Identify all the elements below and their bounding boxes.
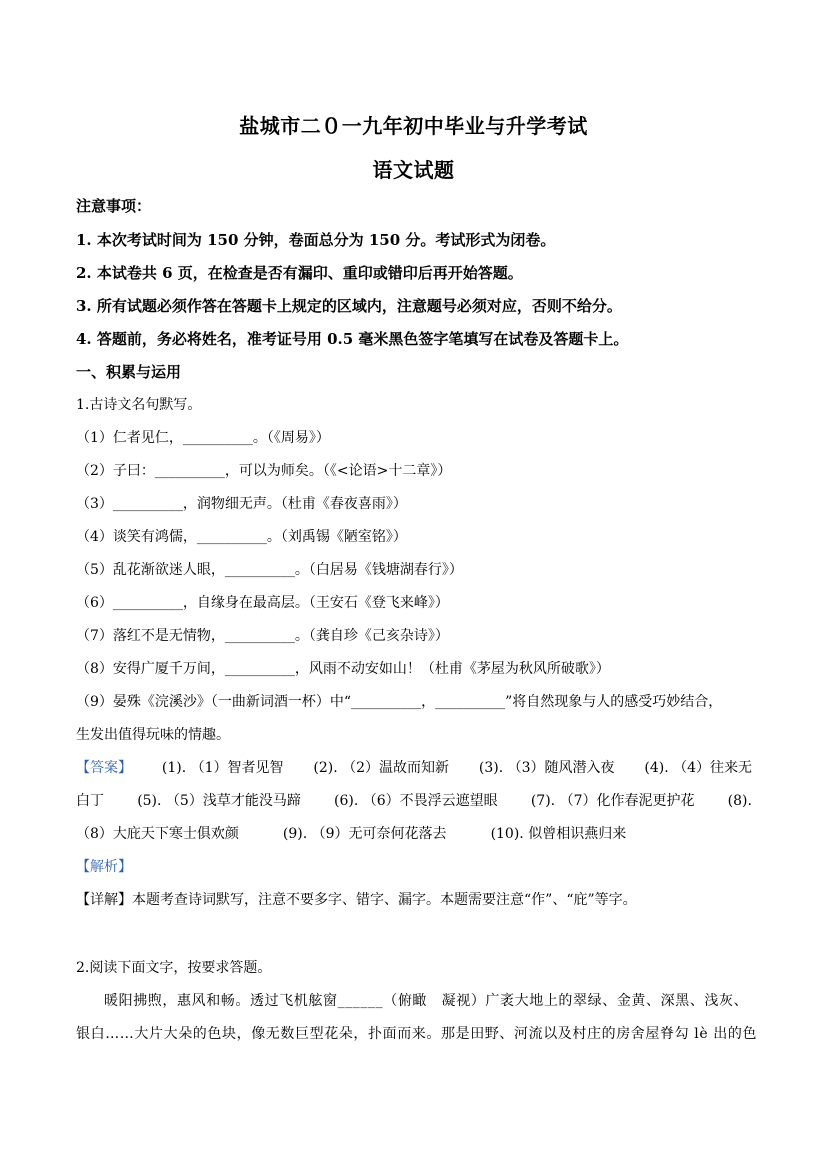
notice-heading: 注意事项： bbox=[76, 197, 152, 215]
passage-line: 银白……大片大朵的色块，像无数巨型花朵，扑面而来。那是田野、河流以及村庄的房舍屋脊勾 lè 出的色 bbox=[76, 1026, 758, 1042]
q1-item-prefix: （6） bbox=[76, 595, 113, 611]
answer-blank: __________ bbox=[112, 595, 183, 611]
q1-item-suffix: ，可以为师矣。（《<论语>十二章》） bbox=[224, 463, 452, 479]
answer-blank: __________ bbox=[154, 463, 225, 479]
q1-item-suffix: ，自缘身在最高层。（王安石《登飞来峰》） bbox=[182, 595, 449, 611]
q1-item-6 bbox=[76, 593, 777, 613]
q1-item-separator: ， bbox=[421, 694, 436, 710]
q1-item-prefix: （9）晏殊《浣溪沙》（一曲新词酒一杯）中“ bbox=[76, 694, 352, 710]
q1-item-prefix: （3） bbox=[76, 496, 113, 512]
answer-item: (6). （6）不畏浮云遮望眼 bbox=[334, 793, 498, 809]
question-1-stem: 1.古诗文名句默写。 bbox=[76, 397, 202, 413]
q1-item-2 bbox=[76, 461, 777, 481]
q1-item-suffix: 。（龚自珍《己亥杂诗》） bbox=[294, 628, 449, 644]
passage-text: 暖阳拂煦，惠风和畅。透过飞机舷窗 bbox=[104, 993, 338, 1009]
answer-item: (4). （4）往来无 bbox=[644, 760, 752, 776]
answer-row bbox=[76, 758, 752, 778]
notice-item: 2. 本试卷共 6 页，在检查是否有漏印、重印或错印后再开始答题。 bbox=[76, 264, 523, 282]
answer-item: (5). （5）浅草才能没马蹄 bbox=[137, 793, 301, 809]
exam-title: 盐城市二０一九年初中毕业与升学考试 bbox=[239, 114, 588, 138]
answer-item: (7). （7）化作春泥更护花 bbox=[530, 793, 695, 809]
notice-item: 3. 所有试题必须作答在答题卡上规定的区域内，注意题号必须对应，否则不给分。 bbox=[76, 297, 622, 315]
answer-blank: __________ bbox=[112, 496, 183, 512]
q1-item-prefix: （7）落红不是无情物， bbox=[76, 628, 225, 644]
answer-blank: __________ bbox=[224, 661, 295, 677]
answer-item: (2). （2）温故而知新 bbox=[313, 760, 449, 776]
answer-item: （8）大庇天下寒士俱欢颜 bbox=[76, 826, 239, 842]
answer-item: (8). bbox=[727, 793, 752, 809]
answer-row bbox=[76, 824, 752, 844]
answer-blank: __________ bbox=[351, 694, 422, 710]
q1-item-prefix: （1）仁者见仁， bbox=[76, 430, 183, 446]
answer-blank: ______ bbox=[337, 993, 384, 1009]
answer-label: 【答案】 bbox=[76, 760, 132, 776]
answer-blank: __________ bbox=[182, 430, 253, 446]
detail-text: 本题考查诗词默写，注意不要多字、错字、漏字。本题需要注意“作”、“庇”等字。 bbox=[132, 892, 637, 908]
q1-item-7 bbox=[76, 626, 777, 646]
analysis-label: 【解析】 bbox=[76, 859, 132, 875]
notice-item: 1. 本次考试时间为 150 分钟，卷面总分为 150 分。考试形式为闭卷。 bbox=[76, 231, 556, 249]
passage-line bbox=[76, 991, 752, 1011]
answer-blank: __________ bbox=[224, 628, 295, 644]
q1-item-suffix: 。（白居易《钱塘湖春行》） bbox=[294, 562, 463, 578]
answer-item: (1). （1）智者见智 bbox=[161, 760, 284, 776]
q1-item-9-cont: 生发出值得玩味的情趣。 bbox=[76, 727, 230, 743]
q1-item-suffix: 。（《周易》） bbox=[252, 430, 330, 446]
answer-item: (10). 似曾相识燕归来 bbox=[490, 826, 627, 842]
answer-blank: __________ bbox=[435, 694, 506, 710]
q1-item-8 bbox=[76, 659, 777, 679]
q1-item-9 bbox=[76, 692, 777, 712]
exam-subtitle: 语文试题 bbox=[372, 158, 455, 182]
passage-text: （俯瞰 凝视）广袤大地上的翠绿、金黄、深黑、浅灰、 bbox=[383, 993, 749, 1009]
q1-item-5 bbox=[76, 560, 777, 580]
answer-blank: __________ bbox=[224, 562, 295, 578]
q1-item-3 bbox=[76, 494, 777, 514]
answer-item: (9). （9）无可奈何花落去 bbox=[282, 826, 447, 842]
detail-label: 【详解】 bbox=[76, 892, 132, 908]
q1-item-suffix: ”将自然现象与人的感受巧妙结合， bbox=[505, 694, 723, 710]
q1-item-4 bbox=[76, 527, 777, 547]
q1-item-1 bbox=[76, 428, 777, 448]
q1-item-suffix: 。（刘禹锡《陋室铭》） bbox=[266, 529, 407, 545]
q1-item-suffix: ，风雨不动安如山！（杜甫《茅屋为秋风所破歌》） bbox=[294, 661, 610, 677]
q1-item-suffix: ，润物细无声。（杜甫《春夜喜雨》） bbox=[182, 496, 407, 512]
question-2-stem: 2.阅读下面文字，按要求答题。 bbox=[76, 960, 272, 976]
answer-item: 白丁 bbox=[76, 793, 104, 809]
answer-item: (3). （3）随风潜入夜 bbox=[478, 760, 615, 776]
q1-item-prefix: （2）子曰： bbox=[76, 463, 155, 479]
notice-item: 4. 答题前，务必将姓名，准考证号用 0.5 毫米黑色签字笔填写在试卷及答题卡上。 bbox=[76, 330, 629, 348]
q1-item-prefix: （4）谈笑有鸿儒， bbox=[76, 529, 197, 545]
answer-row bbox=[76, 791, 752, 811]
q1-item-prefix: （5）乱花渐欲迷人眼， bbox=[76, 562, 225, 578]
answer-blank: __________ bbox=[196, 529, 267, 545]
detail-explanation bbox=[76, 890, 777, 910]
q1-item-prefix: （8）安得广厦千万间， bbox=[76, 661, 225, 677]
section-heading: 一、积累与运用 bbox=[76, 363, 182, 381]
